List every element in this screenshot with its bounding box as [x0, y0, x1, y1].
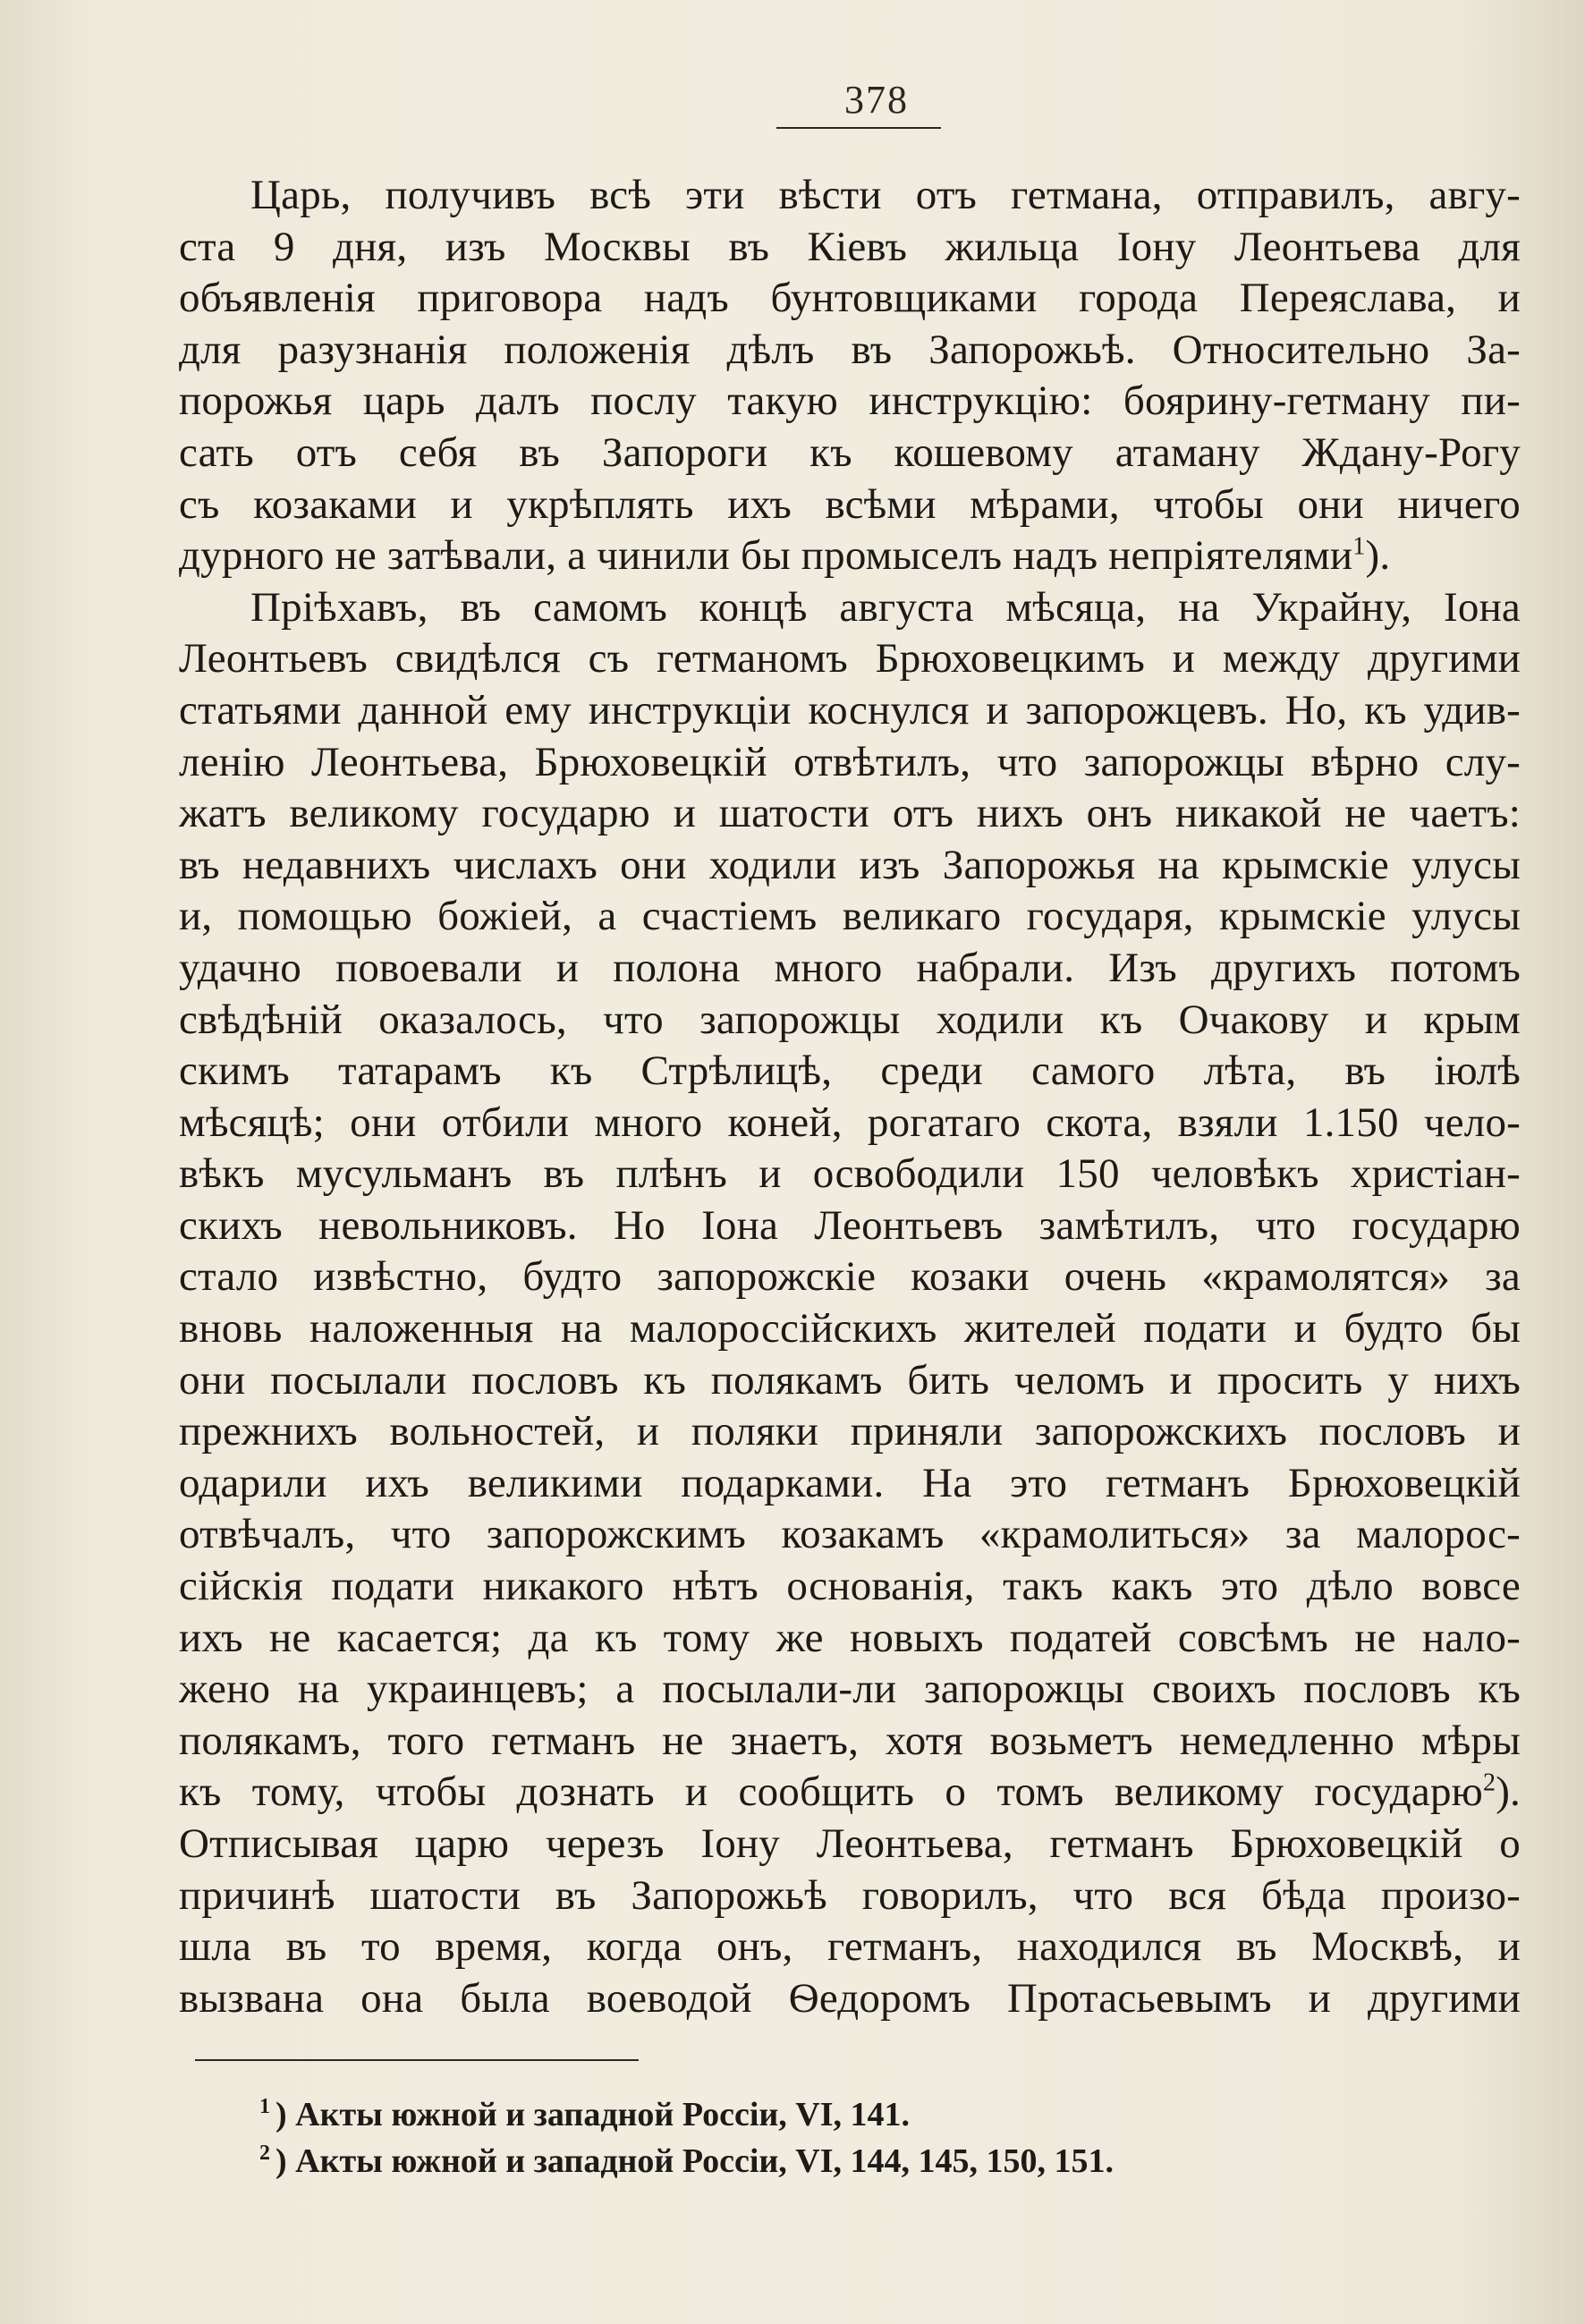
- text-line: [179, 1561, 1521, 1613]
- text-line-content: причинѣ шатости въ Запорожьѣ говорилъ, что вся бѣда произо-: [179, 1871, 1521, 1919]
- text-line: [179, 479, 1521, 531]
- text-line: [179, 1509, 1521, 1561]
- text-line: [179, 1819, 1521, 1870]
- text-line: [179, 788, 1521, 840]
- text-line-content: объявленія приговора надъ бунтовщиками города Переяслава, и: [179, 275, 1521, 322]
- text-line-content: скимъ татарамъ къ Стрѣлицѣ, среди самого лѣта, въ іюлѣ: [179, 1047, 1521, 1095]
- text-line-content: ленію Леонтьева, Брюховецкій отвѣтилъ, что запорожцы вѣрно слу-: [179, 738, 1521, 785]
- text-line: [179, 1046, 1521, 1098]
- text-line-content: свѣдѣній оказалось, что запорожцы ходили къ Очакову и крым: [179, 996, 1521, 1043]
- text-line-content: порожья царь далъ послу такую инструкцію: боярину-гетману пи-: [179, 377, 1521, 425]
- text-line-content: сать отъ себя въ Запороги къ кошевому атаману Ждану-Рогу: [179, 428, 1521, 476]
- text-line: [179, 995, 1521, 1047]
- text-line: [179, 1458, 1521, 1510]
- text-line: [179, 1098, 1521, 1149]
- text-line-content: удачно повоевали и полона много набрали. Изъ другихъ потомъ: [179, 944, 1521, 991]
- text-line: [179, 1767, 1521, 1819]
- text-line: [179, 1613, 1521, 1665]
- text-line-content: статьями данной ему инструкціи коснулся и запорожцевъ. Но, къ удив-: [179, 686, 1521, 734]
- footnote-mark: 2: [259, 2142, 270, 2166]
- text-line-content: вѣкъ мусульманъ въ плѣнъ и освободили 150 человѣкъ христіан-: [179, 1150, 1521, 1198]
- text-line-content: сійскія подати никакого нѣтъ основанія, такъ какъ это дѣло вовсе: [179, 1563, 1521, 1610]
- text-line: [179, 170, 1521, 222]
- text-line: [179, 1716, 1521, 1768]
- text-line-content: шла въ то время, когда онъ, гетманъ, находился въ Москвѣ, и: [179, 1923, 1521, 1971]
- text-line: [179, 325, 1521, 377]
- text-line-tail: ).: [1365, 532, 1391, 580]
- text-line-content: Царь, получивъ всѣ эти вѣсти отъ гетмана, отправилъ, авгу-: [250, 172, 1521, 218]
- page-number: 378: [844, 78, 909, 122]
- text-line-content: отвѣчалъ, что запорожскимъ козакамъ «крамолиться» за малорос-: [179, 1511, 1521, 1558]
- footnote-reference: 1: [1352, 532, 1366, 561]
- text-line: [179, 376, 1521, 428]
- text-line: [179, 1973, 1521, 2025]
- page-number-rule: [776, 127, 941, 129]
- body-text: [179, 170, 1521, 2024]
- footnote-rule: [195, 2059, 639, 2061]
- footnotes: [259, 2091, 1422, 2184]
- text-line-tail: ).: [1496, 1768, 1521, 1816]
- text-line-content: къ тому, чтобы дознать и сообщить о томъ великому государю: [179, 1768, 1483, 1816]
- text-line: [179, 1921, 1521, 1973]
- footnote-reference: 2: [1482, 1768, 1496, 1797]
- text-line: [179, 428, 1521, 479]
- text-line: [179, 273, 1521, 325]
- footnote: [259, 2091, 1422, 2138]
- text-line-content: Пріѣхавъ, въ самомъ концѣ августа мѣсяца, на Украйну, Іона: [250, 583, 1521, 631]
- text-line-content: мѣсяцѣ; они отбили много коней, рогатаго скота, взяли 1.150 чело-: [179, 1098, 1521, 1146]
- text-line-content: вызвана она была воеводой Ѳедоромъ Протасьевымъ и другими: [179, 1974, 1521, 2022]
- text-line-content: жатъ великому государю и шатости отъ нихъ онъ никакой не чаетъ:: [179, 790, 1521, 837]
- text-line: [179, 1406, 1521, 1458]
- text-line: [179, 840, 1521, 892]
- text-line-content: въ недавнихъ числахъ они ходили изъ Запорожья на крымскіе улусы: [179, 841, 1521, 888]
- text-line: [179, 1200, 1521, 1252]
- text-line: [179, 582, 1521, 634]
- text-line: [179, 1870, 1521, 1922]
- text-line-content: вновь наложенныя на малороссійскихъ жителей подати и будто бы: [179, 1305, 1521, 1353]
- text-line: [179, 1303, 1521, 1355]
- footnote-text: ) Акты южной и западной Россіи, VI, 141.: [275, 2096, 911, 2133]
- text-line-content: дурного не затѣвали, а чинили бы промыселъ надъ непріятелями: [179, 532, 1353, 580]
- text-line-content: Отписывая царю черезъ Іону Леонтьева, гетманъ Брюховецкій о: [179, 1820, 1521, 1867]
- text-line-content: ста 9 дня, изъ Москвы въ Кіевъ жильца Іону Леонтьева для: [179, 223, 1521, 270]
- text-line: [179, 633, 1521, 685]
- text-line-content: скихъ невольниковъ. Но Іона Леонтьевъ замѣтилъ, что государю: [179, 1201, 1521, 1249]
- text-line: [179, 1149, 1521, 1200]
- text-line-content: прежнихъ вольностей, и поляки приняли запорожскихъ пословъ и: [179, 1408, 1521, 1455]
- text-line: [179, 891, 1521, 943]
- text-line: [179, 222, 1521, 274]
- text-line: [179, 1355, 1521, 1407]
- text-line-content: одарили ихъ великими подарками. На это гетманъ Брюховецкій: [179, 1459, 1521, 1506]
- footnote: [259, 2138, 1422, 2184]
- text-line: [179, 1664, 1521, 1716]
- text-line-content: полякамъ, того гетманъ не знаетъ, хотя возьметъ немедленно мѣры: [179, 1717, 1521, 1764]
- footnote-text: ) Акты южной и западной Россіи, VI, 144, 145, 150, 151.: [275, 2142, 1115, 2180]
- text-line: [179, 737, 1521, 789]
- text-line: [179, 685, 1521, 737]
- text-line-content: жено на украинцевъ; а посылали-ли запорожцы своихъ пословъ къ: [179, 1666, 1521, 1713]
- text-line-content: ихъ не касается; да къ тому же новыхъ податей совсѣмъ не нало-: [179, 1614, 1521, 1661]
- footnote-mark: 1: [259, 2095, 270, 2119]
- text-line-content: для разузнанія положенія дѣлъ въ Запорожьѣ. Относительно За-: [179, 326, 1521, 373]
- text-line-content: они посылали пословъ къ полякамъ бить челомъ и просить у нихъ: [179, 1356, 1521, 1404]
- text-line-content: и, помощью божіей, а счастіемъ великаго государя, крымскіе улусы: [179, 893, 1521, 940]
- text-line-content: Леонтьевъ свидѣлся съ гетманомъ Брюховецкимъ и между другими: [179, 635, 1521, 683]
- text-line: [179, 530, 1521, 582]
- text-line: [179, 943, 1521, 995]
- text-line-content: съ козаками и укрѣплять ихъ всѣми мѣрами, чтобы они ничего: [179, 480, 1521, 528]
- text-line: [179, 1251, 1521, 1303]
- text-line-content: стало извѣстно, будто запорожскіе козаки очень «крамолятся» за: [179, 1253, 1521, 1301]
